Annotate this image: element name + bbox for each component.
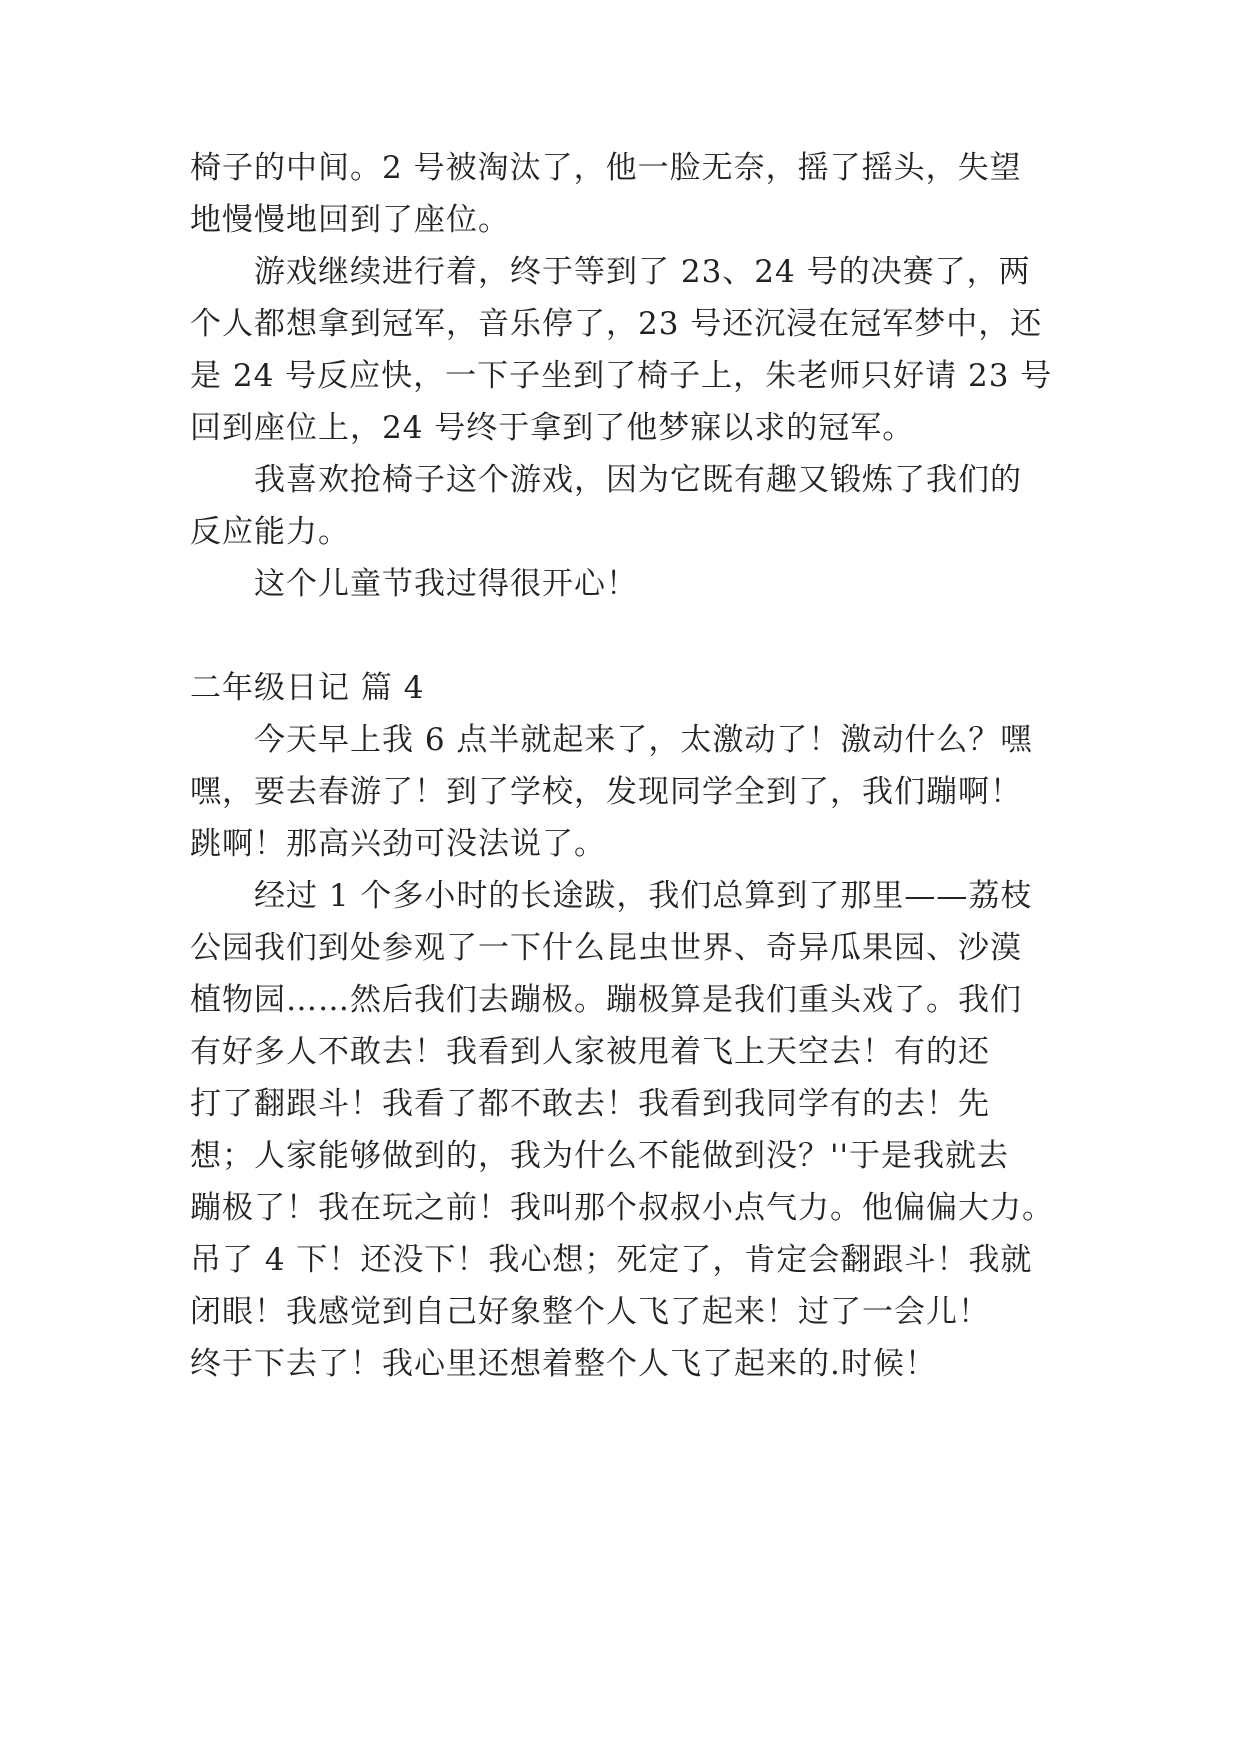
- paragraph-line: 吊了 4 下！还没下！我心想；死定了，肯定会翻跟斗！我就: [190, 1242, 1033, 1278]
- paragraph-line: 经过 1 个多小时的长途跋，我们总算到了那里——荔枝: [254, 878, 1033, 914]
- section-heading: 二年级日记 篇 4: [190, 670, 425, 706]
- paragraph-line: 想；人家能够做到的，我为什么不能做到没？''于是我就去: [190, 1138, 1010, 1174]
- paragraph-line: 这个儿童节我过得很开心！: [254, 566, 638, 602]
- paragraph-line: 反应能力。: [190, 514, 350, 550]
- paragraph-line: 今天早上我 6 点半就起来了，太激动了！激动什么？嘿: [254, 722, 1033, 758]
- paragraph-line: 打了翻跟斗！我看了都不敢去！我看到我同学有的去！先: [190, 1086, 990, 1122]
- paragraph-line: 是 24 号反应快，一下子坐到了椅子上，朱老师只好请 23 号: [190, 358, 1053, 394]
- paragraph-line: 地慢慢地回到了座位。: [190, 202, 510, 238]
- paragraph-line: 终于下去了！我心里还想着整个人飞了起来的.时候！: [190, 1346, 937, 1382]
- paragraph-line: 闭眼！我感觉到自己好象整个人飞了起来！过了一会儿！: [190, 1294, 990, 1330]
- paragraph-line: 回到座位上，24 号终于拿到了他梦寐以求的冠军。: [190, 410, 915, 446]
- paragraph-line: 椅子的中间。2 号被淘汰了，他一脸无奈，摇了摇头，失望: [190, 150, 1022, 186]
- paragraph-line: 蹦极了！我在玩之前！我叫那个叔叔小点气力。他偏偏大力。: [190, 1190, 1054, 1226]
- paragraph-line: 跳啊！那高兴劲可没法说了。: [190, 826, 606, 862]
- paragraph-line: 有好多人不敢去！我看到人家被甩着飞上天空去！有的还: [190, 1034, 990, 1070]
- paragraph-line: 嘿，要去春游了！到了学校，发现同学全到了，我们蹦啊！: [190, 774, 1022, 810]
- paragraph-line: 我喜欢抢椅子这个游戏，因为它既有趣又锻炼了我们的: [254, 462, 1022, 498]
- paragraph-line: 游戏继续进行着，终于等到了 23、24 号的决赛了，两: [254, 254, 1031, 290]
- paragraph-line: 个人都想拿到冠军，音乐停了，23 号还沉浸在冠军梦中，还: [190, 306, 1043, 342]
- paragraph-line: 植物园……然后我们去蹦极。蹦极算是我们重头戏了。我们: [190, 982, 1022, 1018]
- paragraph-line: 公园我们到处参观了一下什么昆虫世界、奇异瓜果园、沙漠: [190, 930, 1022, 966]
